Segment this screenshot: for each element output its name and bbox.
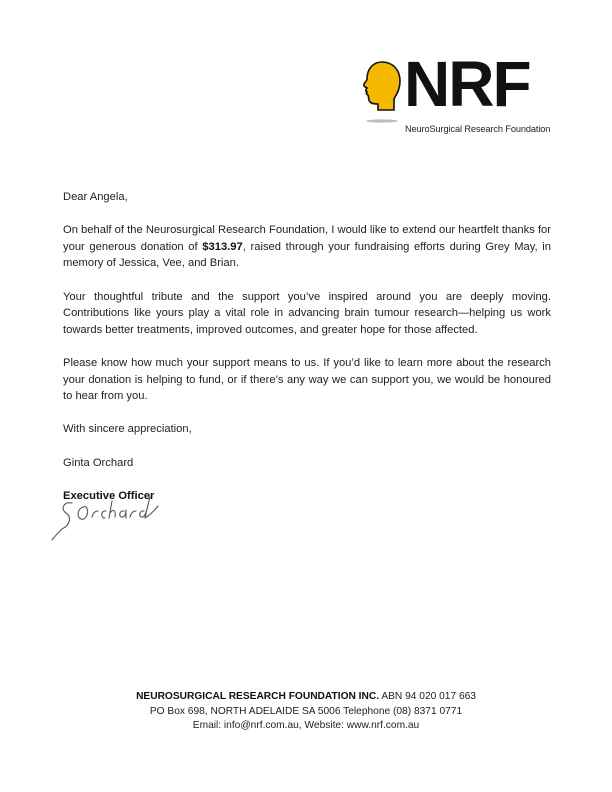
paragraph-thanks-start: On behalf of the Neurosurgical Research Foundation, I would like to extend our heartfelt thanks for your generous donation of bbox=[63, 224, 551, 253]
paragraph-thanks-end: , raised through your fundraising efforts during Grey May, in memory of Jessica, Vee, and Brian. bbox=[63, 240, 551, 270]
footer-contact: Email: info@nrf.com.au, Website: www.nrf.com.au bbox=[192, 720, 420, 732]
handwritten-signature bbox=[48, 493, 166, 545]
greeting: Dear Angela, bbox=[63, 191, 128, 203]
donation-amount: $313.97 bbox=[202, 240, 243, 253]
letter-body bbox=[63, 189, 551, 521]
letterhead-footer bbox=[0, 690, 612, 734]
footer-org-line bbox=[0, 690, 612, 705]
paragraph-contact: Please know how much your support means to us. If you’d like to learn more about the research your donation is helping to fund, or if there’s any way we can support you, we would be honoured to hear from you. bbox=[63, 356, 551, 403]
footer-address: PO Box 698, NORTH ADELAIDE SA 5006 Telephone (08) 8371 0771 bbox=[149, 705, 463, 717]
paragraph-thanks bbox=[63, 222, 551, 272]
footer-abn: ABN 94 020 017 663 bbox=[381, 691, 476, 702]
signer-title: Executive Officer bbox=[63, 489, 155, 502]
closing: With sincere appreciation, bbox=[63, 423, 192, 436]
head-silhouette-icon bbox=[360, 60, 402, 124]
paragraph-tribute: Your thoughtful tribute and the support you’ve inspired around you are deeply moving. Contributions like yours play a vital role in advancing brain tumour research—helping us work towards better treatments, improved outcomes, and greater hope for those affected. bbox=[63, 290, 551, 336]
signer-name: Ginta Orchard bbox=[63, 456, 134, 469]
footer-org-name: NEUROSURGICAL RESEARCH FOUNDATION INC. bbox=[136, 691, 380, 702]
nrf-logo bbox=[360, 48, 555, 140]
logo-tagline: NeuroSurgical Research Foundation bbox=[405, 124, 551, 134]
logo-wordmark: NRF bbox=[404, 48, 530, 120]
